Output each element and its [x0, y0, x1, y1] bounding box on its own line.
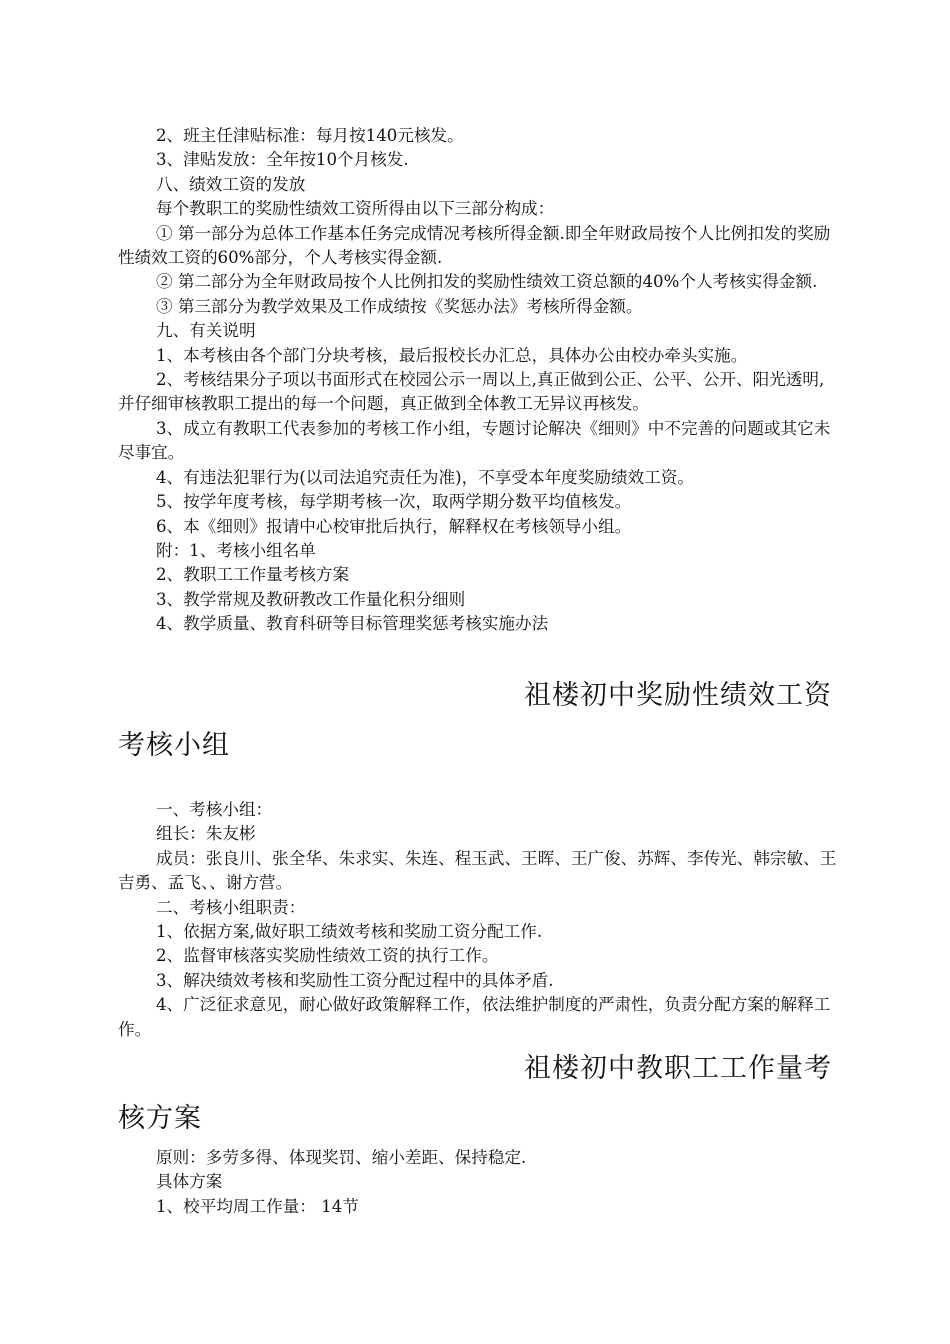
paragraph: 成员：张良川、张全华、朱求实、朱连、程玉武、王晖、王广俊、苏辉、李传光、韩宗敏、王吉勇、孟飞、、谢方营。 [118, 848, 837, 893]
paragraph: ③ 第三部分为教学效果及工作成绩按《奖惩办法》考核所得金额。 [156, 296, 643, 316]
section-workload-plan [118, 1146, 838, 1219]
paragraph: 1、本考核由各个部门分块考核，最后报校长办汇总，具体办公由校办牵头实施。 [156, 345, 748, 365]
paragraph: 3、教学常规及教研教改工作量化积分细则 [156, 589, 466, 609]
paragraph: 2、监督审核落实奖励性绩效工资的执行工作。 [156, 946, 499, 966]
heading-workload-plan-line2: 核方案 [118, 1103, 202, 1134]
section-performance-pay [118, 124, 838, 637]
paragraph: 6、本《细则》报请中心校审批后执行，解释权在考核领导小组。 [156, 516, 632, 536]
paragraph: 2、班主任津贴标准：每月按140元核发。 [156, 126, 464, 145]
paragraph: 2、考核结果分子项以书面形式在校园公示一周以上,真正做到公正、公平、公开、阳光透明,并仔细审核教职工提出的每一个问题，真正做到全体教工无异议再核发。 [118, 370, 825, 414]
paragraph: ① 第一部分为总体工作基本任务完成情况考核所得金额.即全年财政局按个人比例扣发的奖励性绩效工资的60%部分，个人考核实得金额. [118, 223, 831, 268]
section-assessment-group [118, 798, 838, 1042]
paragraph: 4、有违法犯罪行为(以司法追究责任为准)，不享受本年度奖励绩效工资。 [156, 467, 694, 487]
paragraph: 九、有关说明 [156, 321, 256, 341]
heading-assessment-group-line2: 考核小组 [118, 730, 230, 761]
paragraph: 附：1、考核小组名单 [156, 540, 316, 560]
paragraph: 3、解决绩效考核和奖励性工资分配过程中的具体矛盾. [156, 970, 554, 990]
paragraph: 二、考核小组职责： [156, 897, 306, 917]
paragraph: 4、教学质量、教育科研等目标管理奖惩考核实施办法 [156, 614, 549, 634]
paragraph: 八、绩效工资的发放 [156, 174, 306, 194]
paragraph: ② 第二部分为全年财政局按个人比例扣发的奖励性绩效工资总额的40%个人考核实得金额. [156, 272, 818, 292]
paragraph: 1、校平均周工作量： 14节 [156, 1196, 359, 1216]
paragraph: 每个教职工的奖励性绩效工资所得由以下三部分构成： [156, 199, 555, 219]
paragraph: 组长：朱友彬 [156, 824, 256, 844]
paragraph: 2、教职工工作量考核方案 [156, 565, 350, 585]
heading-workload-plan-line1: 祖楼初中教职工工作量考 [524, 1053, 832, 1084]
paragraph: 原则：多劳多得、体现奖罚、缩小差距、保持稳定. [156, 1148, 527, 1167]
paragraph: 一、考核小组： [156, 800, 273, 819]
paragraph: 5、按学年度考核，每学期考核一次，取两学期分数平均值核发。 [156, 492, 632, 512]
paragraph: 4、广泛征求意见，耐心做好政策解释工作，依法维护制度的严肃性，负责分配方案的解释工作。 [118, 995, 831, 1039]
paragraph: 1、依据方案,做好职工绩效考核和奖励工资分配工作. [156, 922, 543, 942]
heading-assessment-group-line1: 祖楼初中奖励性绩效工资 [524, 680, 832, 711]
paragraph: 3、成立有教职工代表参加的考核工作小组，专题讨论解决《细则》中不完善的问题或其它未尽事宜。 [118, 418, 831, 463]
paragraph: 3、津贴发放：全年按10个月核发. [156, 150, 409, 170]
paragraph: 具体方案 [156, 1172, 223, 1192]
